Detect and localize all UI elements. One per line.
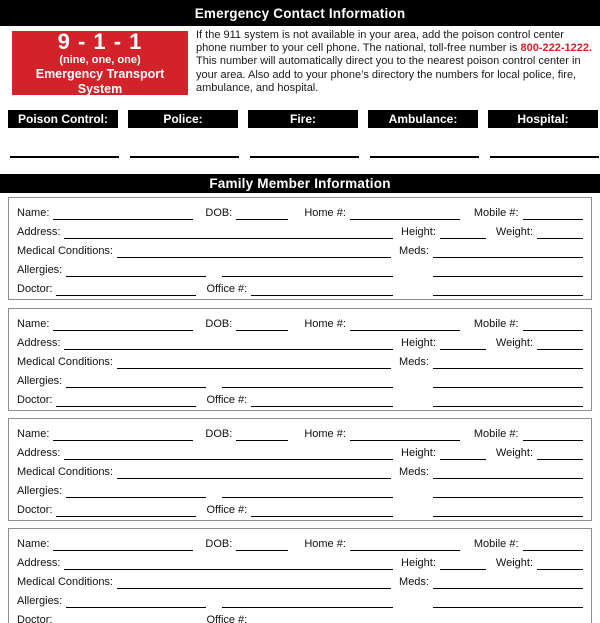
meds-continuation-line-1 [433,594,583,608]
meds-continuation-line-2 [433,282,583,296]
contact-label-fire: Fire: [248,110,358,128]
member-row-medical [17,241,583,260]
allergies-blank-line [66,374,206,388]
emergency-contacts-row [8,110,598,128]
member-row-name [17,314,583,333]
dob-label: DOB: [205,318,233,330]
contact-label-hospital: Hospital: [488,110,598,128]
emergency-contacts-blank-lines [10,142,600,158]
height-blank-line [440,446,486,460]
mobile-phone-label: Mobile #: [473,318,519,330]
office-phone-blank-line [251,613,393,623]
home-phone-label: Home #: [304,207,346,219]
office-phone-label: Office #: [206,394,248,406]
weight-blank-line [537,336,583,350]
allergies-continuation-line [222,484,393,498]
weight-label: Weight: [495,447,533,459]
member-row-allergies [17,591,583,610]
meds-label: Meds: [399,356,429,368]
allergies-label: Allergies: [17,375,63,387]
meds-continuation-line-1 [433,263,583,277]
medical-conditions-blank-line [117,465,391,479]
meds-label: Meds: [399,466,429,478]
mobile-phone-blank-line [523,206,583,220]
weight-label: Weight: [495,557,533,569]
office-phone-label: Office #: [206,504,248,516]
dob-label: DOB: [205,538,233,550]
family-member-block-3 [8,418,592,521]
address-label: Address: [17,337,61,349]
doctor-blank-line [56,503,196,517]
height-label: Height: [401,447,436,459]
doctor-blank-line [56,393,196,407]
allergies-label: Allergies: [17,485,63,497]
meds-continuation-line-2 [433,503,583,517]
meds-continuation-line-1 [433,484,583,498]
member-row-name [17,534,583,553]
allergies-label: Allergies: [17,264,63,276]
name-blank-line [53,206,193,220]
mobile-phone-label: Mobile #: [473,428,519,440]
911-phonetic: (nine, one, one) [59,53,141,66]
member-row-address [17,553,583,572]
name-blank-line [53,427,193,441]
ambulance-blank-line [370,142,479,158]
hospital-blank-line [490,142,599,158]
office-phone-blank-line [251,503,393,517]
allergies-continuation-line [222,594,393,608]
allergies-continuation-line [222,263,393,277]
address-blank-line [64,336,393,350]
home-phone-label: Home #: [304,428,346,440]
medical-conditions-blank-line [117,355,391,369]
allergies-label: Allergies: [17,595,63,607]
mobile-phone-blank-line [523,427,583,441]
medical-conditions-blank-line [117,244,391,258]
office-phone-label: Office #: [206,283,248,295]
weight-blank-line [537,446,583,460]
family-member-block-1 [8,197,592,300]
doctor-blank-line [56,282,196,296]
home-phone-blank-line [350,427,460,441]
doctor-label: Doctor: [17,394,53,406]
address-blank-line [64,225,393,239]
mobile-phone-label: Mobile #: [473,538,519,550]
medical-conditions-label: Medical Conditions: [17,245,113,257]
dob-blank-line [236,206,288,220]
address-blank-line [64,556,393,570]
doctor-label: Doctor: [17,283,53,295]
page-title [0,0,600,26]
allergies-blank-line [66,484,206,498]
meds-blank-line [433,465,583,479]
height-blank-line [440,225,486,239]
meds-blank-line [433,355,583,369]
contact-label-ambulance: Ambulance: [368,110,478,128]
doctor-label: Doctor: [17,504,53,516]
member-row-address [17,222,583,241]
doctor-label: Doctor: [17,614,53,623]
member-row-medical [17,462,583,481]
dob-blank-line [236,317,288,331]
dob-label: DOB: [205,428,233,440]
doctor-blank-line [56,613,196,623]
meds-blank-line [433,244,583,258]
medical-conditions-blank-line [117,575,391,589]
family-section-title [0,174,600,193]
meds-continuation-line-1 [433,374,583,388]
contact-label-poison-control: Poison Control: [8,110,118,128]
home-phone-blank-line [350,206,460,220]
home-phone-blank-line [350,537,460,551]
member-row-medical [17,352,583,371]
name-label: Name: [17,538,50,550]
member-row-address [17,333,583,352]
member-row-name [17,424,583,443]
dob-blank-line [236,427,288,441]
page-title-text: Emergency Contact Information [194,5,406,21]
member-row-doctor [17,390,583,409]
poison-control-instructions [196,29,595,95]
name-blank-line [53,317,193,331]
mobile-phone-blank-line [523,537,583,551]
height-blank-line [440,336,486,350]
instructions-text-before: If the 911 system is not available in your area, add the poison control center phone number to your cell phone. The national, toll-free number is [196,29,564,55]
weight-blank-line [537,556,583,570]
member-row-medical [17,572,583,591]
weight-label: Weight: [495,337,533,349]
height-blank-line [440,556,486,570]
911-system-label: Emergency Transport System [35,66,165,96]
member-row-allergies [17,260,583,279]
fire-blank-line [250,142,359,158]
family-member-block-2 [8,308,592,411]
allergies-continuation-line [222,374,393,388]
home-phone-label: Home #: [304,538,346,550]
911-callout-box [12,28,188,96]
height-label: Height: [401,557,436,569]
office-phone-blank-line [251,393,393,407]
dob-blank-line [236,537,288,551]
medical-conditions-label: Medical Conditions: [17,576,113,588]
member-row-allergies [17,481,583,500]
meds-continuation-line-2 [433,393,583,407]
name-label: Name: [17,428,50,440]
member-row-doctor [17,279,583,298]
medical-conditions-label: Medical Conditions: [17,466,113,478]
poison-control-phone-number: 800-222-1222. [520,42,593,55]
member-row-allergies [17,371,583,390]
family-member-block-4 [8,528,592,623]
allergies-blank-line [66,263,206,277]
address-blank-line [64,446,393,460]
medical-conditions-label: Medical Conditions: [17,356,113,368]
dob-label: DOB: [205,207,233,219]
office-phone-blank-line [251,282,393,296]
meds-continuation-line-2 [433,613,583,623]
member-row-doctor [17,610,583,623]
weight-blank-line [537,225,583,239]
police-blank-line [130,142,239,158]
family-section-title-text: Family Member Information [209,176,391,191]
meds-label: Meds: [399,245,429,257]
name-label: Name: [17,207,50,219]
mobile-phone-blank-line [523,317,583,331]
height-label: Height: [401,337,436,349]
911-number: 9 - 1 - 1 [57,28,143,54]
allergies-blank-line [66,594,206,608]
home-phone-label: Home #: [304,318,346,330]
name-blank-line [53,537,193,551]
contact-label-police: Police: [128,110,238,128]
name-label: Name: [17,318,50,330]
member-row-doctor [17,500,583,519]
mobile-phone-label: Mobile #: [473,207,519,219]
member-row-address [17,443,583,462]
instructions-text-after: This number will automatically direct you to the nearest poison control center in your area. Also add to your phone’s directory the numbers for local police, fire, ambulance, and hospital. [196,55,581,94]
address-label: Address: [17,447,61,459]
office-phone-label: Office #: [206,614,248,623]
meds-blank-line [433,575,583,589]
poison-control-blank-line [10,142,119,158]
address-label: Address: [17,557,61,569]
height-label: Height: [401,226,436,238]
address-label: Address: [17,226,61,238]
member-row-name [17,203,583,222]
home-phone-blank-line [350,317,460,331]
meds-label: Meds: [399,576,429,588]
weight-label: Weight: [495,226,533,238]
